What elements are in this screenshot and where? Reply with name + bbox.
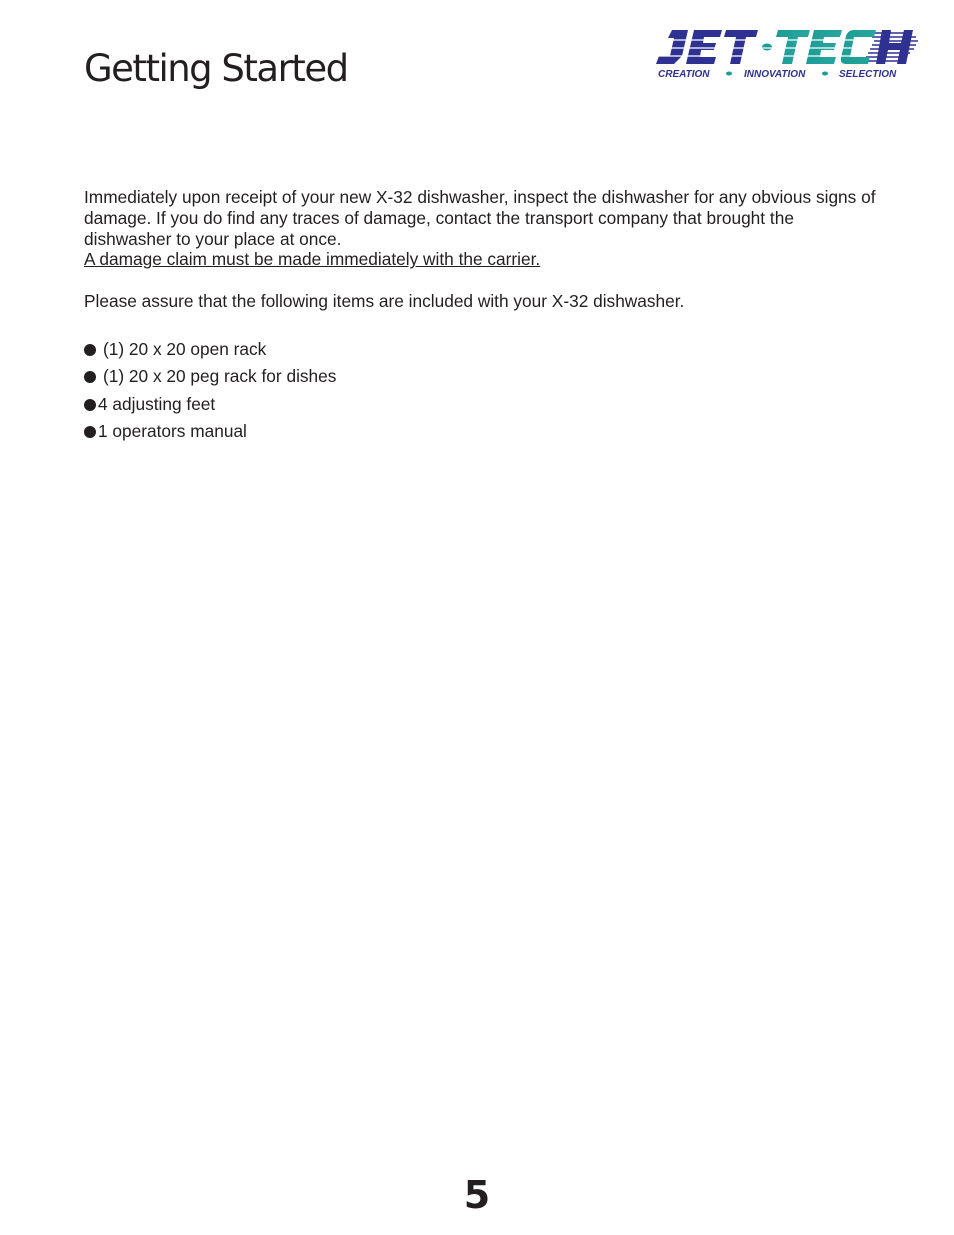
list-item [84,339,336,366]
list-item-label: 1 operators manual [98,421,247,442]
logo-tagline-selection: SELECTION [839,69,897,80]
jet-tech-logo [650,26,920,82]
logo-tagline-innovation: INNOVATION [744,69,806,80]
list-item [84,421,336,448]
logo-tagline-creation: CREATION [658,69,710,80]
list-item-label: (1) 20 x 20 peg rack for dishes [103,366,337,387]
bullet-icon [84,426,96,438]
bullet-icon [84,344,96,356]
logo-h-letter [876,30,913,64]
list-item-label: 4 adjusting feet [98,393,216,414]
logo-tech-letters [776,30,876,64]
logo-jet-letters [656,30,758,64]
damage-claim-notice: A damage claim must be made immediately with the carrier. [84,249,541,270]
list-item-label: (1) 20 x 20 open rack [103,339,267,359]
logo-tagline-dot [726,72,732,76]
page-number: 5 [463,1173,491,1217]
page-title: Getting Started [84,47,348,90]
included-items-list [84,339,336,449]
logo-dash [762,44,772,51]
list-item [84,366,336,393]
bullet-icon [84,399,96,411]
checklist-intro: Please assure that the following items are included with your X-32 dishwasher. [84,291,685,312]
list-item [84,394,336,421]
jet-tech-logo-graphic [650,26,920,82]
logo-tagline-dot [822,72,828,76]
body-text [84,187,884,312]
bullet-icon [84,371,96,383]
intro-paragraph: Immediately upon receipt of your new X-32 dishwasher, inspect the dishwasher for any obvious signs of damage. If you do find any traces of damage, contact the transport company that brought the dishwasher to your place at once. [84,187,876,249]
